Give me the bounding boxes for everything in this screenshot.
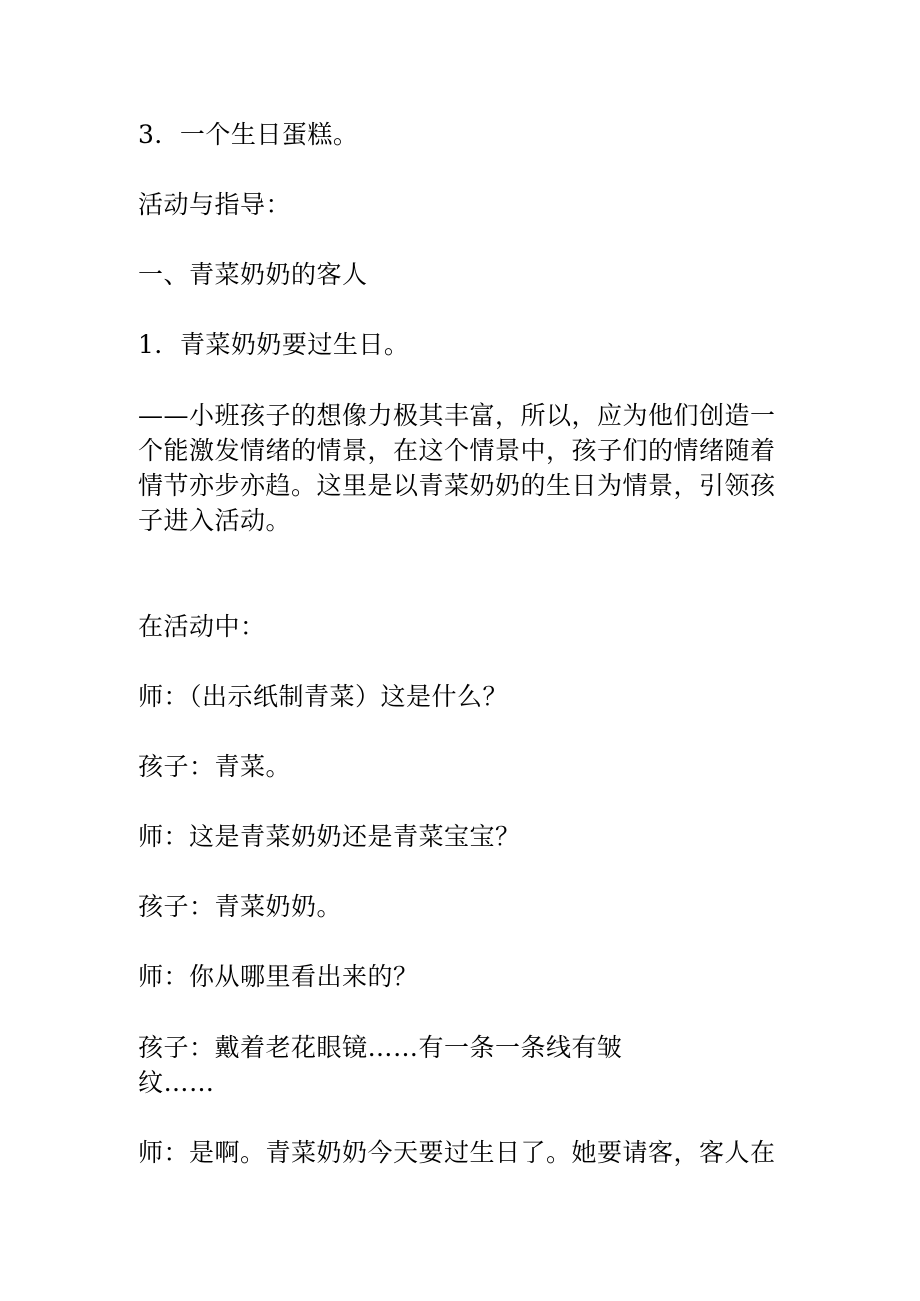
section-heading-activity: 活动与指导： [138,190,292,219]
subsection-heading-1: 1．青菜奶奶要过生日。 [138,330,410,359]
dialogue-line: 孩子：戴着老花眼镜……有一条一条线有皱 [138,1033,623,1062]
dialogue-line-continuation: 纹…… [138,1068,215,1097]
dialogue-line: 孩子：青菜奶奶。 [138,892,343,921]
dialogue-line: 师：你从哪里看出来的？ [138,962,419,991]
list-item-3: 3．一个生日蛋糕。 [138,120,359,149]
dialogue-line: 师：（出示纸制青菜）这是什么？ [138,682,509,711]
dialogue-line: 师：这是青菜奶奶还是青菜宝宝？ [138,822,521,851]
section-heading-1: 一、青菜奶奶的客人 [138,260,368,289]
dialogue-line: 师：是啊。青菜奶奶今天要过生日了。她要请客，客人在 [138,1138,776,1167]
body-paragraph-in-activity: 在活动中： [138,612,266,641]
body-paragraph-intro: ——小班孩子的想像力极其丰富，所以，应为他们创造一个能激发情绪的情景，在这个情景中，孩子们的情绪随着情节亦步亦趋。这里是以青菜奶奶的生日为情景，引领孩子进入活动。 [138,401,776,535]
dialogue-line: 孩子：青菜。 [138,752,292,781]
